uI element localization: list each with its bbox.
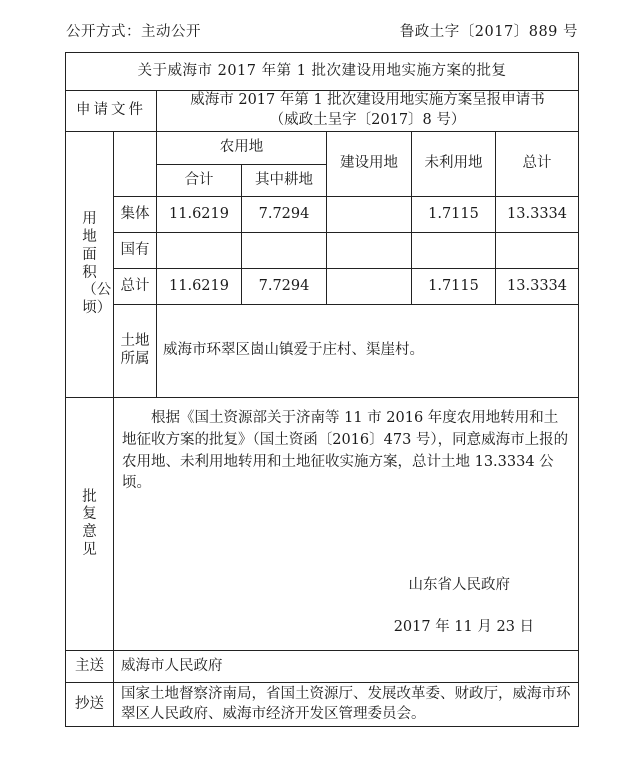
title-row bbox=[66, 53, 579, 91]
cell-construction bbox=[327, 233, 412, 269]
col-total: 总计 bbox=[496, 132, 579, 197]
cell-construction bbox=[327, 269, 412, 305]
cell-subtotal bbox=[157, 233, 242, 269]
row-name: 总计 bbox=[114, 269, 157, 305]
cell-construction bbox=[327, 197, 412, 233]
cell-unused: 1.7115 bbox=[412, 197, 496, 233]
header-corner bbox=[114, 132, 157, 197]
cc-value: 国家土地督察济南局，省国土资源厅、发展改革委、财政厅，威海市环翠区人民政府、威海市经济开发区管理委员会。 bbox=[114, 683, 579, 727]
cell-total: 13.3334 bbox=[496, 269, 579, 305]
cell-cultivated: 7.7294 bbox=[242, 269, 327, 305]
cc-label: 抄送 bbox=[66, 683, 114, 727]
table-row bbox=[66, 269, 579, 305]
land-area-label-cell bbox=[66, 132, 114, 398]
location-value: 威海市环翠区崮山镇爱于庄村、渠崖村。 bbox=[157, 305, 579, 398]
location-label: 土地所属 bbox=[120, 333, 150, 367]
document-number: 鲁政土字〔2017〕889 号 bbox=[399, 24, 578, 40]
application-file-line1: 威海市 2017 年第 1 批次建设用地实施方案呈报申请书 bbox=[190, 92, 545, 109]
cell-cultivated: 7.7294 bbox=[242, 197, 327, 233]
col-agricultural: 农用地 bbox=[157, 132, 327, 165]
location-label-cell bbox=[114, 305, 157, 398]
disclosure-method: 公开方式：主动公开 bbox=[66, 24, 201, 40]
table-row bbox=[66, 233, 579, 269]
send-to-label: 主送 bbox=[66, 651, 114, 683]
row-name: 集体 bbox=[114, 197, 157, 233]
cell-total bbox=[496, 233, 579, 269]
approval-label-cell bbox=[66, 398, 114, 651]
cell-subtotal: 11.6219 bbox=[157, 269, 242, 305]
approval-date: 2017 年 11 月 23 日 bbox=[393, 619, 535, 635]
approval-form-table bbox=[65, 52, 579, 727]
send-to-value: 威海市人民政府 bbox=[114, 651, 579, 683]
document-title: 关于威海市 2017 年第 1 批次建设用地实施方案的批复 bbox=[66, 53, 579, 91]
land-header-row-1 bbox=[66, 132, 579, 165]
row-name: 国有 bbox=[114, 233, 157, 269]
cell-unused: 1.7115 bbox=[412, 269, 496, 305]
send-to-row bbox=[66, 651, 579, 683]
application-file-line2: （威政土呈字〔2017〕8 号） bbox=[269, 112, 466, 128]
cell-cultivated bbox=[242, 233, 327, 269]
col-subtotal: 合计 bbox=[157, 165, 242, 197]
cc-row bbox=[66, 683, 579, 727]
application-file bbox=[157, 91, 579, 132]
cell-total: 13.3334 bbox=[496, 197, 579, 233]
application-label: 申请文件 bbox=[66, 91, 157, 132]
table-row bbox=[66, 197, 579, 233]
approval-content bbox=[114, 398, 579, 651]
col-cultivated: 其中耕地 bbox=[242, 165, 327, 197]
col-construction: 建设用地 bbox=[327, 132, 412, 197]
approval-label: 批复意见 bbox=[82, 488, 97, 558]
approval-row bbox=[66, 398, 579, 651]
cell-unused bbox=[412, 233, 496, 269]
land-area-label: 用地面积（公顷） bbox=[82, 211, 112, 316]
approving-organization: 山东省人民政府 bbox=[408, 577, 511, 593]
application-row bbox=[66, 91, 579, 132]
cell-subtotal: 11.6219 bbox=[157, 197, 242, 233]
location-row bbox=[66, 305, 579, 398]
col-unused: 未利用地 bbox=[412, 132, 496, 197]
approval-body: 根据《国土资源部关于济南等 11 市 2016 年度农用地转用和土地征收方案的批复》（国土资函〔2016〕473 号），同意威海市上报的农用地、未利用地转用和土地征收实施方案，总计土地 13.3334 公顷。 bbox=[122, 410, 569, 492]
